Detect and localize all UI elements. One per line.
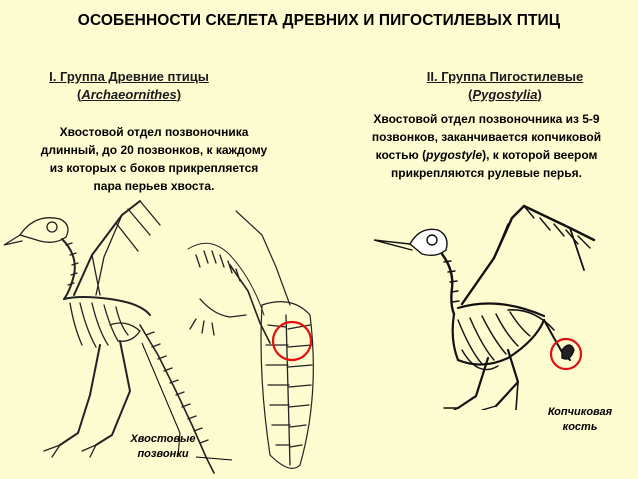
group1-heading-text: I. Группа Древние птицы <box>49 69 209 84</box>
pygostyle-caption <box>532 405 628 435</box>
group1-desc-line: Хвостовой отдел позвоночника <box>59 125 249 139</box>
pygostylia-skeleton-illustration <box>358 200 638 410</box>
group1-desc-line: длинный, до 20 позвонков, к каждому <box>40 143 268 157</box>
tail-vertebrae-caption-line: Хвостовые <box>130 433 196 445</box>
group2-heading-text: II. Группа Пигостилевые <box>426 69 584 84</box>
group1-latin: Archaeornithes <box>81 87 177 102</box>
group1-heading: I. Группа Древние птицы (Archaeornithes) <box>49 69 209 102</box>
group2-latin: Pygostylia <box>472 87 538 102</box>
group1-desc-line: пара перьев хвоста. <box>93 179 215 193</box>
group1-description <box>0 123 308 195</box>
tail-vertebrae-caption-line: позвонки <box>137 448 189 460</box>
group2-desc-line: позвонков, заканчивается копчиковой <box>371 130 602 144</box>
group2-heading: II. Группа Пигостилевые (Pygostylia) <box>426 69 584 102</box>
group2-desc-line: Хвостовой отдел позвоночника из 5-9 <box>373 112 600 126</box>
pygostyle-caption-line: кость <box>562 421 598 433</box>
group2-desc-line: прикрепляются рулевые перья. <box>391 166 582 180</box>
pygostyle-caption-line: Копчиковая <box>547 406 613 418</box>
page-title: ОСОБЕННОСТИ СКЕЛЕТА ДРЕВНИХ И ПИГОСТИЛЕВЫХ ПТИЦ <box>77 12 561 29</box>
group2-description <box>335 110 638 182</box>
group2-desc-line: костью (pygostyle), к которой веером <box>375 148 598 162</box>
pygostyle-term: pygostyle <box>426 148 483 162</box>
tail-vertebrae-caption <box>118 432 208 462</box>
group1-desc-line: из которых с боков прикрепляется <box>49 161 259 175</box>
